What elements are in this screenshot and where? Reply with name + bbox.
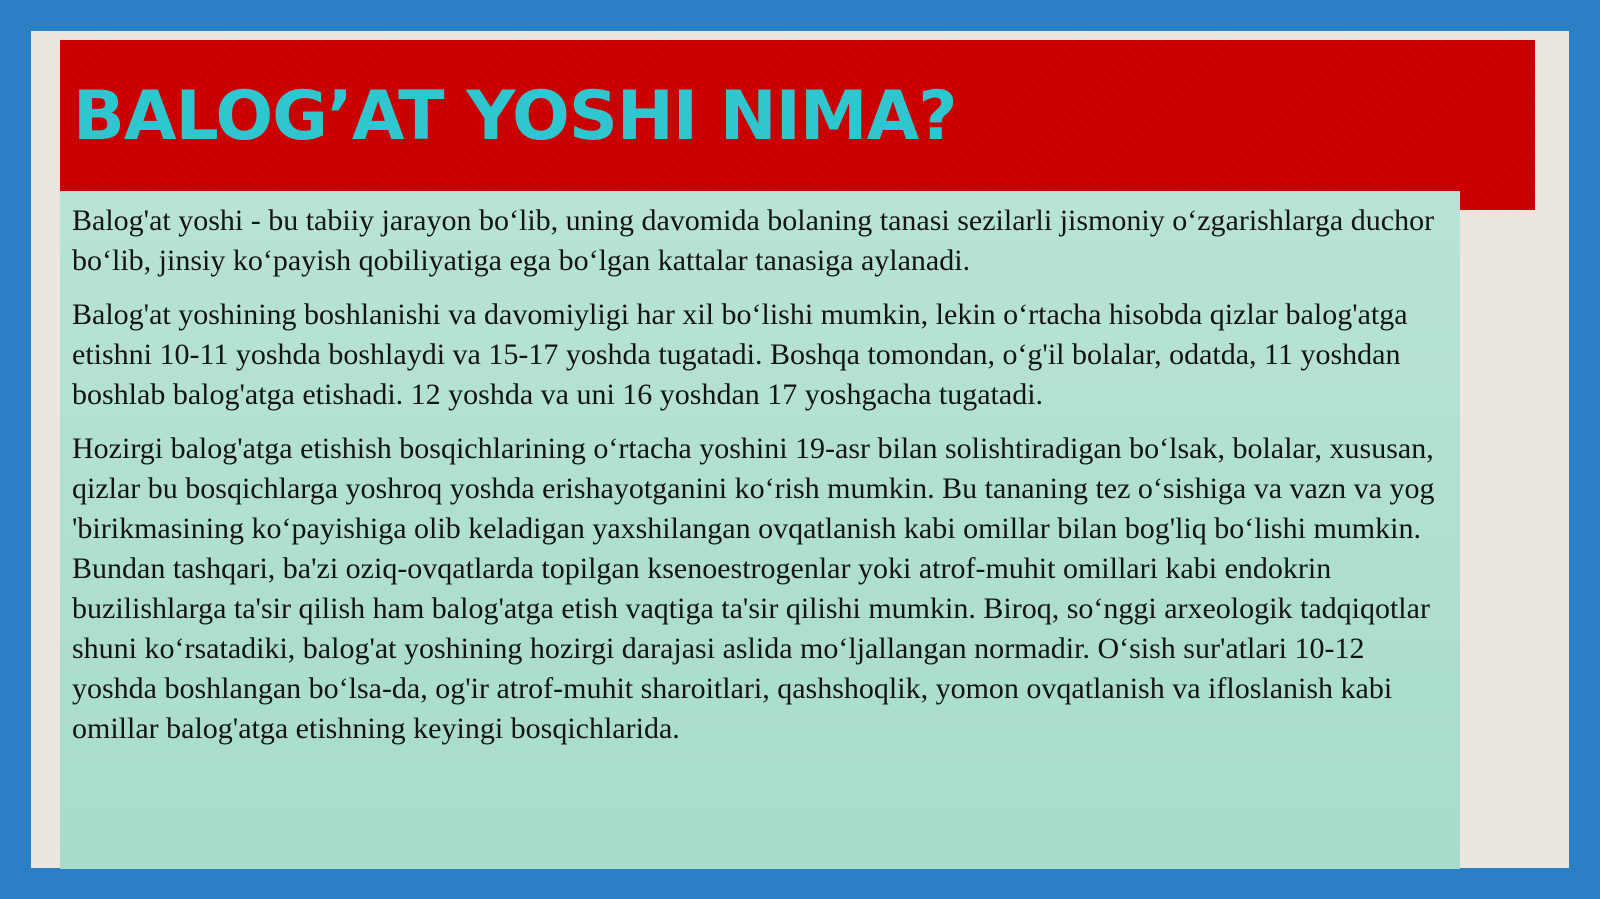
slide [31,31,1569,868]
content-text-box [60,191,1460,869]
slide-title: BALOG’AT YOSHI NIMA? [73,77,957,156]
paragraph-onset-duration: Balog'at yoshining boshlanishi va davomiyligi har xil bo‘lishi mumkin, lekin o‘rtacha hisobda qizlar balog'atga etishni 10-11 yoshda boshlaydi va 15-17 yoshda tugatadi. Boshqa tomondan, o‘g'il bolalar, odatda, 11 yoshdan boshlab balog'atga etishadi. 12 yoshda va uni 16 yoshdan 17 yoshgacha tugatadi. [72,298,1408,411]
paragraph-definition: Balog'at yoshi - bu tabiiy jarayon bo‘lib, uning davomida bolaning tanasi sezilarli jismoniy o‘zgarishlarga duchor bo‘lib, jinsiy ko‘payish qobiliyatiga ega bo‘lgan kattalar tanasiga aylanadi. [72,204,1435,277]
title-banner [60,40,1535,210]
paragraph-historical-comparison: Hozirgi balog'atga etishish bosqichlarining o‘rtacha yoshini 19-asr bilan solishtiradigan bo‘lsak, bolalar, xususan, qizlar bu bosqichlarga yoshroq yoshda erishayotganini ko‘rish mumkin. Bu tananing tez o‘sishiga va vazn va yog 'birikmasining ko‘payishiga olib keladigan yaxshilangan ovqatlanish kabi omillar bilan bog'liq bo‘lishi mumkin. Bundan tashqari, ba'zi oziq-ovqatlarda topilgan ksenoestrogenlar yoki atrof-muhit omillari kabi endokrin buzilishlarga ta'sir qilish ham balog'atga etish vaqtiga ta'sir qilishi mumkin. Biroq, so‘nggi arxeologik tadqiqotlar shuni ko‘rsatadiki, balog'at yoshining hozirgi darajasi aslida mo‘ljallangan normadir. O‘sish sur'atlari 10-12 yoshda boshlangan bo‘lsa-da, og'ir atrof-muhit sharoitlari, qashshoqlik, yomon ovqatlanish va ifloslanish kabi omillar balog'atga etishning keyingi bosqichlarida. [72,432,1435,745]
